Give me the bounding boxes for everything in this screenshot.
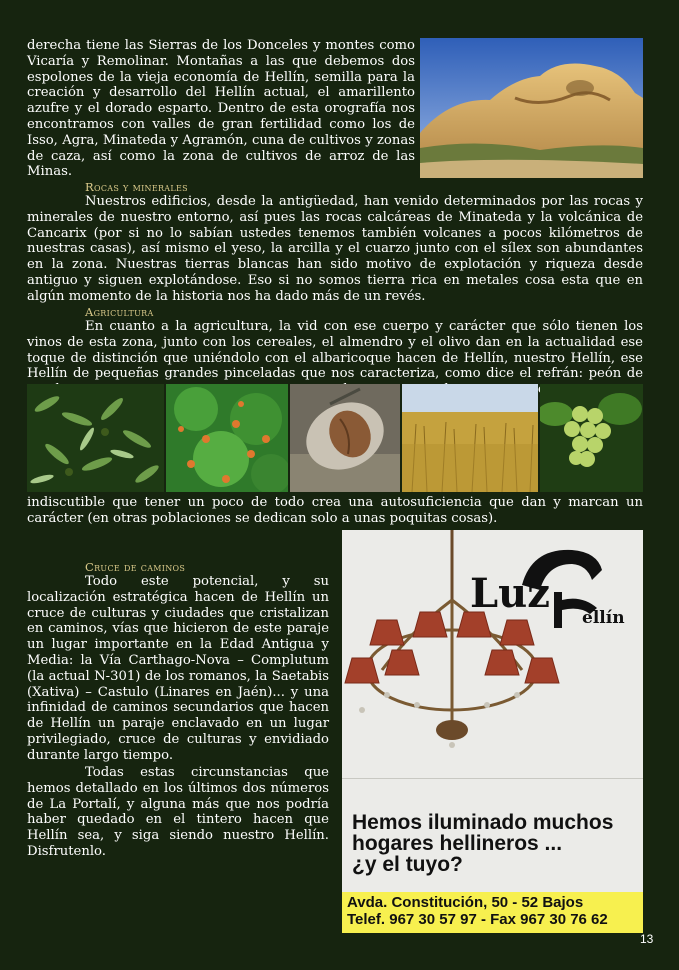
ad-divider (342, 778, 643, 779)
slogan-line-2: hogares hellineros ... (352, 832, 563, 855)
olive-tree-photo (27, 384, 164, 492)
logo-hellin-text: ellín (582, 608, 625, 628)
page-number: 13 (640, 932, 654, 946)
rocas-heading: Rocas y minerales (85, 180, 188, 194)
agricultura-continuation: indiscutible que tener un poco de todo crea una autosuficiencia que dan y marcan un carácter (en otras poblaciones se dedican solo a unas poquitas cosas). (27, 495, 643, 526)
grapes-photo (540, 384, 643, 492)
ad-address: Avda. Constitución, 50 - 52 Bajos (347, 894, 584, 911)
ad-phone: Telef. 967 30 57 97 - Fax 967 30 76 62 (347, 911, 608, 928)
rocas-paragraph: Nuestros edificios, desde la antigüedad, han venido determinados por las rocas y minerales de nuestro entorno, así pues las rocas calcáreas de Minateda y la volcánica de Cancarix (por si no lo sabían ustedes tenemos también volcanes a pocos kilómetros de nuestras casas), así mismo el yeso, la arcilla y el cuarzo junto con el sílex son abundantes en la zona. Nuestras tierras blancas han sido motivo de explotación y riqueza desde antiguo y siguen explotándose. Eso si no somos tierra rica en metales cosa esta que en algún momento de la historia nos ha dado más de un revés. (27, 194, 643, 304)
wheat-field-photo (402, 384, 538, 492)
agricultura-heading: Agricultura (85, 305, 154, 319)
almond-photo (290, 384, 400, 492)
luz-hellin-advertisement (342, 530, 643, 933)
cruce-paragraph: Todo este potencial, y su localización estratégica hacen de Hellín un cruce de culturas y ciudades que cristalizan en caminos, vías que hicieron de este paraje un lugar importante en la Edad Antigua y Media: la Vía Carthago-Nova – Complutum (la actual N-301) de los romanos, la Saetabis (Xativa) – Castulo (Linares en Jaén)... y una infinidad de caminos secundarios que hacen de Hellín un paraje enclavado en un lugar privilegiado, cruce de culturas y envidiado durante largo tiempo. (27, 574, 329, 763)
slogan-line-1: Hemos iluminado muchos (352, 811, 614, 834)
ad-contact (347, 894, 608, 928)
cruce-heading: Cruce de caminos (85, 560, 186, 574)
rock-formation-photo (420, 38, 643, 178)
apricot-tree-photo (166, 384, 288, 492)
cruce-closing-paragraph: Todas estas circunstancias que hemos detallado en los últimos dos números de La Portalí, y alguna más que nos podría haber quedado en el tintero hacen que Hellín sea, y siga siendo nuestro Hellín. Disfrutenlo. (27, 765, 329, 859)
ad-slogan (352, 812, 637, 875)
intro-paragraph: derecha tiene las Sierras de los Donceles y montes como Vicaría y Remolinar. Montañas a las que debemos dos espolones de la vieja economía de Hellín, semilla para la creación y desarrollo del Hellín actual, el amarillento azufre y el dorado esparto. Dentro de esta orografía nos encontramos con valles de gran fertilidad como los de Isso, Agra, Minateda y Agramón, cuna de cultivos y zonas de caza, así como la zona de cultivos de arroz de las Minas. (27, 38, 415, 180)
slogan-line-3: ¿y el tuyo? (352, 853, 463, 876)
agricultura-paragraph: En cuanto a la agricultura, la vid con ese cuerpo y carácter que sólo tienen los vinos de esta zona, junto con los cereales, el almendro y el olivo dan en la actualidad ese toque de distinción que uniéndolo con el albaricoque hacen de Hellín, nuestro Hellín, ese Hellín de pequeñas grandes pinceladas que nos caracteriza, como dice el refrán: peón de (27, 319, 643, 382)
logo-luz-text: Luz (470, 570, 550, 617)
